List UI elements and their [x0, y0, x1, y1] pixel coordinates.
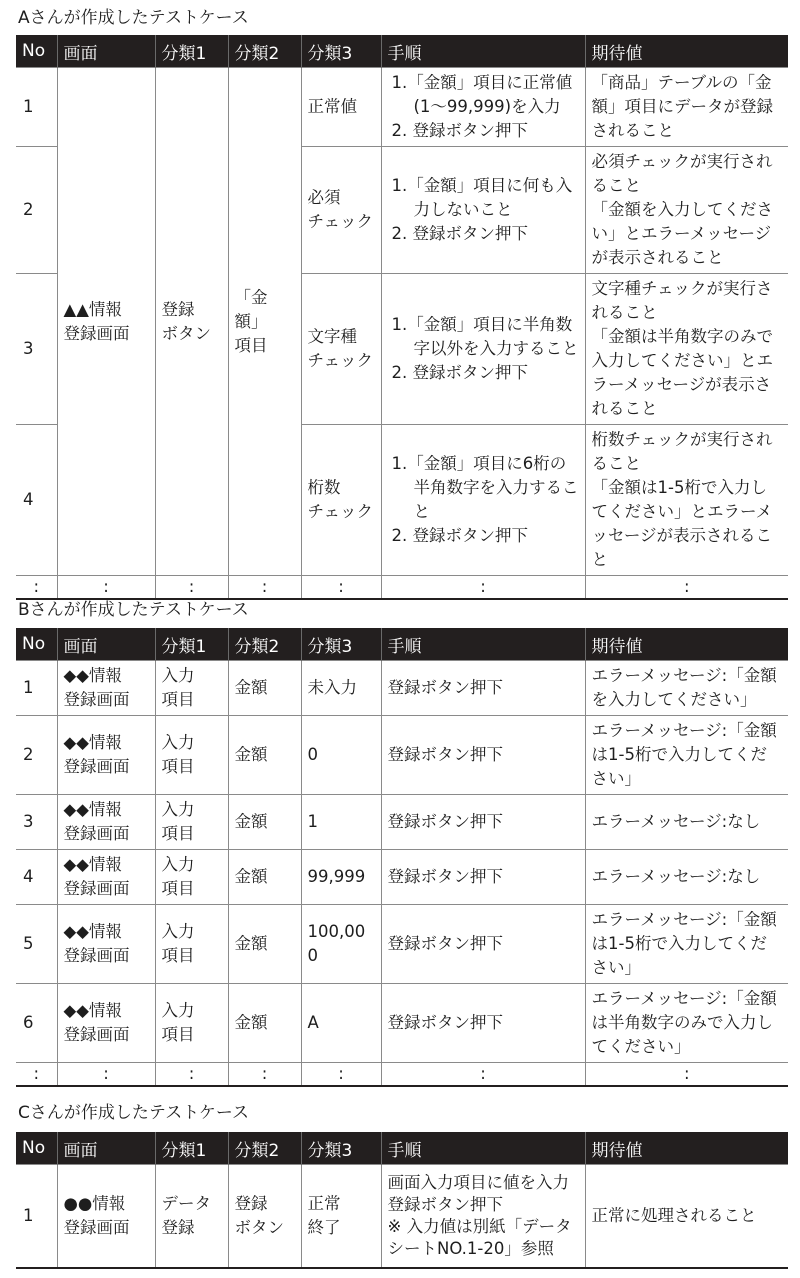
- category-3-cell: 正常 終了: [301, 1165, 381, 1269]
- step-item: 1.「金額」項目に何も入力しないこと: [391, 176, 573, 219]
- screen-cell: ◆◆情報 登録画面: [57, 661, 155, 716]
- category-2-cell: 金額: [228, 905, 301, 984]
- category-3-cell: 未入力: [301, 661, 381, 716]
- table-c-title: Cさんが作成したテストケース: [18, 1103, 249, 1123]
- expected-cell: 必須チェックが実行されること 「金額を入力してください」とエラーメッセージが表示されること: [585, 147, 788, 274]
- row-number: 3: [16, 795, 57, 850]
- test-case-table-b: [16, 628, 788, 1087]
- category-1-cell: 入力 項目: [155, 984, 228, 1063]
- category-2-cell: 金額: [228, 795, 301, 850]
- header-steps: 手順: [381, 35, 585, 68]
- table-row: [16, 68, 788, 147]
- screen-cell: ▲▲情報 登録画面: [57, 68, 155, 576]
- steps-cell: 登録ボタン押下: [381, 905, 585, 984]
- header-expected: 期待値: [585, 628, 788, 661]
- row-number: 3: [16, 274, 57, 425]
- header-category-2: 分類2: [228, 628, 301, 661]
- ellipsis-cell: :: [381, 576, 585, 600]
- category-1-cell: 入力 項目: [155, 716, 228, 795]
- row-number: 2: [16, 147, 57, 274]
- table-row: [16, 984, 788, 1063]
- category-1-cell: 入力 項目: [155, 905, 228, 984]
- screen-cell: ●●情報 登録画面: [57, 1165, 155, 1269]
- ellipsis-cell: :: [16, 576, 57, 600]
- steps-cell: 登録ボタン押下: [381, 795, 585, 850]
- test-case-table-a: [16, 35, 788, 600]
- expected-cell: エラーメッセージ:「金額は半角数字のみで入力してください」: [585, 984, 788, 1063]
- ellipsis-cell: :: [57, 576, 155, 600]
- steps-cell: 登録ボタン押下: [381, 984, 585, 1063]
- expected-cell: 桁数チェックが実行されること 「金額は1-5桁で入力してください」とエラーメッセージが表示されること: [585, 425, 788, 576]
- category-2-cell: 金額: [228, 850, 301, 905]
- row-number: 1: [16, 1165, 57, 1269]
- category-3-cell: 桁数 チェック: [301, 425, 381, 576]
- row-number: 4: [16, 425, 57, 576]
- steps-cell: 画面入力項目に値を入力 登録ボタン押下 ※ 入力値は別紙「データシートNO.1-20」参照: [381, 1165, 585, 1269]
- table-a-title: Aさんが作成したテストケース: [18, 8, 249, 28]
- table-row: [16, 661, 788, 716]
- expected-cell: エラーメッセージ:「金額は1-5桁で入力してください」: [585, 716, 788, 795]
- table-row: [16, 716, 788, 795]
- ellipsis-cell: :: [228, 1063, 301, 1087]
- category-2-cell: 「金額」 項目: [228, 68, 301, 576]
- table-row: [16, 905, 788, 984]
- row-number: 4: [16, 850, 57, 905]
- category-3-cell: 0: [301, 716, 381, 795]
- category-3-cell: 1: [301, 795, 381, 850]
- steps-cell: 登録ボタン押下: [381, 716, 585, 795]
- steps-list: [388, 71, 579, 143]
- category-3-cell: 文字種 チェック: [301, 274, 381, 425]
- header-category-3: 分類3: [301, 628, 381, 661]
- screen-cell: ◆◆情報 登録画面: [57, 795, 155, 850]
- table-row: [16, 795, 788, 850]
- row-number: 6: [16, 984, 57, 1063]
- ellipsis-row: [16, 1063, 788, 1087]
- ellipsis-cell: :: [16, 1063, 57, 1087]
- test-case-table-c: [16, 1132, 788, 1269]
- header-screen: 画面: [57, 35, 155, 68]
- table-b-title: Bさんが作成したテストケース: [18, 600, 249, 620]
- ellipsis-cell: :: [301, 576, 381, 600]
- category-2-cell: 金額: [228, 661, 301, 716]
- header-category-3: 分類3: [301, 1132, 381, 1165]
- table-row: [16, 1165, 788, 1269]
- header-expected: 期待値: [585, 35, 788, 68]
- step-item: 1.「金額」項目に半角数字以外を入力すること: [391, 315, 579, 358]
- header-no: No: [16, 628, 57, 661]
- header-category-3: 分類3: [301, 35, 381, 68]
- header-expected: 期待値: [585, 1132, 788, 1165]
- steps-list: [388, 452, 579, 548]
- header-screen: 画面: [57, 628, 155, 661]
- row-number: 5: [16, 905, 57, 984]
- ellipsis-cell: :: [381, 1063, 585, 1087]
- category-1-cell: 入力 項目: [155, 850, 228, 905]
- expected-cell: エラーメッセージ:なし: [585, 850, 788, 905]
- table-header-row: [16, 1132, 788, 1165]
- table-row: [16, 850, 788, 905]
- step-item: 1.「金額」項目に正常値(1〜99,999)を入力: [391, 73, 573, 116]
- header-category-2: 分類2: [228, 1132, 301, 1165]
- header-category-1: 分類1: [155, 628, 228, 661]
- header-no: No: [16, 35, 57, 68]
- category-2-cell: 金額: [228, 716, 301, 795]
- step-item: 2. 登録ボタン押下: [391, 363, 528, 382]
- header-category-2: 分類2: [228, 35, 301, 68]
- table-header-row: [16, 35, 788, 68]
- category-3-cell: 99,999: [301, 850, 381, 905]
- steps-cell: 登録ボタン押下: [381, 850, 585, 905]
- screen-cell: ◆◆情報 登録画面: [57, 716, 155, 795]
- category-3-cell: 必須 チェック: [301, 147, 381, 274]
- step-item: 2. 登録ボタン押下: [391, 121, 528, 140]
- steps-cell: [381, 425, 585, 576]
- steps-cell: [381, 274, 585, 425]
- row-number: 1: [16, 661, 57, 716]
- header-category-1: 分類1: [155, 1132, 228, 1165]
- steps-list: [388, 174, 579, 246]
- screen-cell: ◆◆情報 登録画面: [57, 905, 155, 984]
- expected-cell: 正常に処理されること: [585, 1165, 788, 1269]
- header-screen: 画面: [57, 1132, 155, 1165]
- category-1-cell: 入力 項目: [155, 661, 228, 716]
- steps-list: [388, 313, 579, 385]
- expected-cell: エラーメッセージ:「金額を入力してください」: [585, 661, 788, 716]
- category-1-cell: 登録 ボタン: [155, 68, 228, 576]
- step-item: 2. 登録ボタン押下: [391, 526, 528, 545]
- ellipsis-cell: :: [585, 1063, 788, 1087]
- category-3-cell: A: [301, 984, 381, 1063]
- category-2-cell: 金額: [228, 984, 301, 1063]
- steps-cell: [381, 147, 585, 274]
- step-item: 1.「金額」項目に6桁の半角数字を入力すること: [391, 454, 579, 521]
- expected-cell: エラーメッセージ:「金額は1-5桁で入力してください」: [585, 905, 788, 984]
- ellipsis-cell: :: [228, 576, 301, 600]
- expected-cell: エラーメッセージ:なし: [585, 795, 788, 850]
- category-1-cell: データ 登録: [155, 1165, 228, 1269]
- expected-cell: 文字種チェックが実行されること 「金額は半角数字のみで入力してください」とエラーメッセージが表示されること: [585, 274, 788, 425]
- expected-cell: 「商品」テーブルの「金額」項目にデータが登録されること: [585, 68, 788, 147]
- row-number: 2: [16, 716, 57, 795]
- header-steps: 手順: [381, 628, 585, 661]
- ellipsis-cell: :: [57, 1063, 155, 1087]
- category-3-cell: 正常値: [301, 68, 381, 147]
- screen-cell: ◆◆情報 登録画面: [57, 984, 155, 1063]
- category-1-cell: 入力 項目: [155, 795, 228, 850]
- header-category-1: 分類1: [155, 35, 228, 68]
- steps-cell: 登録ボタン押下: [381, 661, 585, 716]
- table-header-row: [16, 628, 788, 661]
- ellipsis-cell: :: [301, 1063, 381, 1087]
- ellipsis-cell: :: [155, 576, 228, 600]
- ellipsis-cell: :: [155, 1063, 228, 1087]
- ellipsis-cell: :: [585, 576, 788, 600]
- category-2-cell: 登録 ボタン: [228, 1165, 301, 1269]
- header-no: No: [16, 1132, 57, 1165]
- category-3-cell: 100,000: [301, 905, 381, 984]
- row-number: 1: [16, 68, 57, 147]
- header-steps: 手順: [381, 1132, 585, 1165]
- steps-cell: [381, 68, 585, 147]
- ellipsis-row: [16, 576, 788, 600]
- step-item: 2. 登録ボタン押下: [391, 224, 528, 243]
- screen-cell: ◆◆情報 登録画面: [57, 850, 155, 905]
